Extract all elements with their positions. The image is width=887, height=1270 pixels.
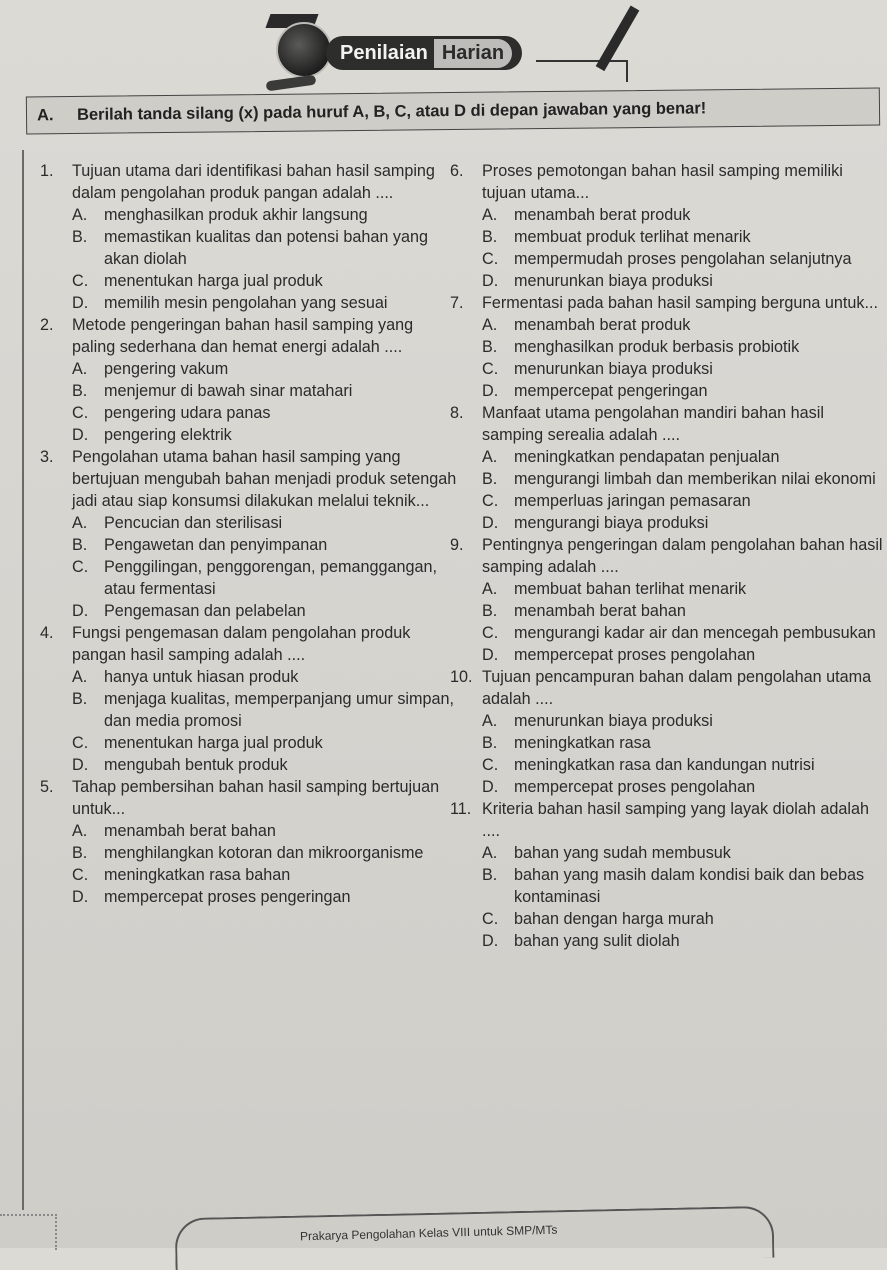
option-letter: A. — [72, 668, 88, 686]
option-a[interactable] — [482, 842, 887, 864]
option-c[interactable] — [72, 556, 460, 600]
option-a[interactable] — [482, 578, 887, 600]
option-letter: A. — [482, 712, 498, 730]
option-letter: B. — [482, 734, 498, 752]
diploma-scroll-icon — [266, 75, 317, 92]
option-letter: D. — [482, 646, 499, 664]
question-text: Metode pengeringan bahan hasil samping yang paling sederhana dan hemat energi adalah .... — [72, 316, 414, 356]
option-d[interactable] — [482, 512, 887, 534]
option-c[interactable] — [72, 732, 460, 754]
instruction-letter: A. — [36, 105, 54, 124]
question-number: 3. — [40, 448, 54, 466]
option-letter: A. — [482, 206, 498, 224]
option-text: menambah berat produk — [514, 316, 691, 334]
option-text: mempermudah proses pengolahan selanjutnya — [514, 250, 852, 268]
option-text: menghilangkan kotoran dan mikroorganisme — [104, 844, 424, 862]
option-text: mempercepat pengeringan — [514, 382, 708, 400]
option-b[interactable] — [72, 842, 460, 864]
option-letter: A. — [482, 316, 498, 334]
questions-column-left — [40, 160, 460, 908]
page-margin-rule — [22, 150, 24, 1210]
option-text: mengurangi limbah dan memberikan nilai ekonomi — [514, 470, 876, 488]
option-text: memilih mesin pengolahan yang sesuai — [104, 294, 388, 312]
option-text: menurunkan biaya produksi — [514, 360, 713, 378]
section-header — [260, 8, 680, 88]
option-letter: D. — [482, 932, 499, 950]
option-c[interactable] — [482, 908, 887, 930]
option-text: mengurangi kadar air dan mencegah pembusukan — [514, 624, 876, 642]
question-number: 11. — [450, 800, 472, 818]
option-a[interactable] — [482, 314, 887, 336]
option-d[interactable] — [482, 380, 887, 402]
question-text: Tahap pembersihan bahan hasil samping bertujuan untuk... — [72, 778, 440, 818]
option-letter: D. — [482, 272, 499, 290]
option-b[interactable] — [72, 688, 460, 732]
option-letter: B. — [482, 866, 498, 884]
question-number: 4. — [40, 624, 54, 642]
question-number: 9. — [450, 536, 464, 554]
title-part-1: Penilaian — [340, 41, 428, 64]
option-b[interactable] — [482, 226, 887, 248]
option-letter: D. — [72, 888, 89, 906]
option-letter: C. — [72, 866, 89, 884]
option-a[interactable] — [72, 666, 460, 688]
option-text: menghasilkan produk akhir langsung — [104, 206, 368, 224]
question-text: Tujuan utama dari identifikasi bahan hasil samping dalam pengolahan produk pangan adalah .... — [72, 162, 435, 202]
option-letter: B. — [72, 844, 88, 862]
option-letter: D. — [482, 514, 499, 532]
question-number: 10. — [450, 668, 473, 686]
option-b[interactable] — [482, 336, 887, 358]
option-letter: D. — [72, 426, 89, 444]
option-c[interactable] — [482, 358, 887, 380]
question-number: 6. — [450, 162, 464, 180]
option-c[interactable] — [482, 248, 887, 270]
option-letter: A. — [482, 844, 498, 862]
question-number: 5. — [40, 778, 54, 796]
question-5 — [40, 776, 460, 908]
option-text: bahan yang masih dalam kondisi baik dan bebas kontaminasi — [514, 866, 865, 906]
question-text: Pengolahan utama bahan hasil samping yang bertujuan mengubah bahan menjadi produk setengah jadi atau siap konsumsi dilakukan melalui teknik... — [72, 448, 457, 510]
option-b[interactable] — [482, 864, 887, 908]
option-text: pengering elektrik — [104, 426, 232, 444]
option-letter: C. — [72, 734, 89, 752]
question-11 — [450, 798, 887, 952]
question-text: Tujuan pencampuran bahan dalam pengolahan utama adalah .... — [482, 668, 872, 708]
option-text: menentukan harga jual produk — [104, 734, 323, 752]
question-7 — [450, 292, 887, 402]
question-number: 2. — [40, 316, 54, 334]
option-text: mempercepat proses pengeringan — [104, 888, 351, 906]
option-letter: C. — [482, 756, 499, 774]
option-letter: A. — [482, 580, 498, 598]
option-letter: C. — [482, 910, 499, 928]
option-c[interactable] — [72, 402, 460, 424]
option-text: bahan yang sudah membusuk — [514, 844, 731, 862]
option-text: bahan yang sulit diolah — [514, 932, 680, 950]
option-text: pengering vakum — [104, 360, 229, 378]
option-a[interactable] — [72, 358, 460, 380]
option-d[interactable] — [72, 600, 460, 622]
option-text: Pencucian dan sterilisasi — [104, 514, 283, 532]
option-letter: D. — [72, 602, 89, 620]
option-letter: B. — [72, 536, 88, 554]
option-letter: A. — [72, 514, 88, 532]
option-letter: A. — [72, 206, 88, 224]
option-text: memastikan kualitas dan potensi bahan yang akan diolah — [104, 228, 428, 268]
option-b[interactable] — [72, 534, 460, 556]
option-d[interactable] — [482, 270, 887, 292]
option-text: menjemur di bawah sinar matahari — [104, 382, 353, 400]
option-text: menurunkan biaya produksi — [514, 272, 713, 290]
question-10 — [450, 666, 887, 798]
option-c[interactable] — [72, 864, 460, 886]
option-text: membuat produk terlihat menarik — [514, 228, 751, 246]
option-text: hanya untuk hiasan produk — [104, 668, 299, 686]
option-letter: A. — [72, 360, 88, 378]
option-text: meningkatkan rasa bahan — [104, 866, 291, 884]
option-c[interactable] — [482, 490, 887, 512]
questions-column-right — [450, 160, 887, 952]
option-a[interactable] — [72, 820, 460, 842]
option-a[interactable] — [482, 204, 887, 226]
option-text: membuat bahan terlihat menarik — [514, 580, 747, 598]
option-text: menjaga kualitas, memperpanjang umur simpan, dan media promosi — [104, 690, 455, 730]
option-letter: B. — [72, 228, 88, 246]
option-a[interactable] — [482, 446, 887, 468]
option-letter: B. — [72, 690, 88, 708]
footer-text: Prakarya Pengolahan Kelas VIII untuk SMP/MTs — [299, 1222, 558, 1244]
option-c[interactable] — [482, 754, 887, 776]
option-text: Penggilingan, penggorengan, pemanggangan, atau fermentasi — [104, 558, 438, 598]
option-letter: B. — [482, 602, 498, 620]
option-text: Pengawetan dan penyimpanan — [104, 536, 328, 554]
footer-thumbnail — [0, 1214, 57, 1250]
option-text: meningkatkan rasa dan kandungan nutrisi — [514, 756, 815, 774]
title-part-2: Harian — [434, 39, 512, 68]
option-letter: C. — [72, 272, 89, 290]
option-text: mempercepat proses pengolahan — [514, 646, 756, 664]
question-number: 7. — [450, 294, 464, 312]
question-text: Manfaat utama pengolahan mandiri bahan hasil samping serealia adalah .... — [482, 404, 824, 444]
option-letter: D. — [482, 382, 499, 400]
option-d[interactable] — [72, 424, 460, 446]
option-letter: B. — [482, 228, 498, 246]
instruction-text: Berilah tanda silang (x) pada huruf A, B, C, atau D di depan jawaban yang benar! — [76, 98, 707, 124]
question-number: 8. — [450, 404, 464, 422]
option-d[interactable] — [72, 886, 460, 908]
section-title — [326, 36, 522, 70]
question-number: 1. — [40, 162, 54, 180]
question-6 — [450, 160, 887, 292]
option-letter: A. — [72, 822, 88, 840]
option-letter: C. — [482, 250, 499, 268]
option-text: mengubah bentuk produk — [104, 756, 288, 774]
option-text: menambah berat bahan — [104, 822, 276, 840]
option-letter: C. — [72, 404, 89, 422]
question-text: Pentingnya pengeringan dalam pengolahan bahan hasil samping adalah .... — [482, 536, 883, 576]
option-a[interactable] — [72, 512, 460, 534]
option-text: meningkatkan pendapatan penjualan — [514, 448, 780, 466]
option-a[interactable] — [482, 710, 887, 732]
option-letter: C. — [72, 558, 89, 576]
option-text: bahan dengan harga murah — [514, 910, 714, 928]
question-text: Fungsi pengemasan dalam pengolahan produk pangan hasil samping adalah .... — [72, 624, 411, 664]
decorative-line — [536, 60, 628, 82]
option-letter: C. — [482, 624, 499, 642]
option-text: menghasilkan produk berbasis probiotik — [514, 338, 800, 356]
question-text: Kriteria bahan hasil samping yang layak diolah adalah .... — [482, 800, 869, 840]
option-b[interactable] — [482, 468, 887, 490]
option-letter: D. — [72, 756, 89, 774]
question-4 — [40, 622, 460, 776]
option-text: menentukan harga jual produk — [104, 272, 323, 290]
question-9 — [450, 534, 887, 666]
question-text: Proses pemotongan bahan hasil samping memiliki tujuan utama... — [482, 162, 843, 202]
option-d[interactable] — [72, 754, 460, 776]
option-text: menurunkan biaya produksi — [514, 712, 713, 730]
instruction-box — [26, 88, 880, 135]
option-c[interactable] — [482, 622, 887, 644]
option-letter: C. — [482, 492, 499, 510]
option-b[interactable] — [482, 600, 887, 622]
option-letter: D. — [72, 294, 89, 312]
option-text: mempercepat proses pengolahan — [514, 778, 756, 796]
question-3 — [40, 446, 460, 622]
question-text: Fermentasi pada bahan hasil samping berguna untuk... — [482, 294, 878, 312]
question-1 — [40, 160, 460, 314]
option-b[interactable] — [72, 226, 460, 270]
option-d[interactable] — [482, 644, 887, 666]
option-text: meningkatkan rasa — [514, 734, 651, 752]
option-b[interactable] — [482, 732, 887, 754]
option-letter: B. — [72, 382, 88, 400]
option-letter: C. — [482, 360, 499, 378]
option-letter: D. — [482, 778, 499, 796]
option-text: mengurangi biaya produksi — [514, 514, 709, 532]
option-a[interactable] — [72, 204, 460, 226]
option-text: Pengemasan dan pelabelan — [104, 602, 306, 620]
option-c[interactable] — [72, 270, 460, 292]
option-d[interactable] — [72, 292, 460, 314]
question-2 — [40, 314, 460, 446]
globe-icon — [276, 22, 332, 78]
option-d[interactable] — [482, 776, 887, 798]
option-text: memperluas jaringan pemasaran — [514, 492, 751, 510]
option-letter: B. — [482, 338, 498, 356]
option-text: menambah berat bahan — [514, 602, 686, 620]
option-letter: B. — [482, 470, 498, 488]
option-text: menambah berat produk — [514, 206, 691, 224]
question-8 — [450, 402, 887, 534]
option-d[interactable] — [482, 930, 887, 952]
option-b[interactable] — [72, 380, 460, 402]
option-letter: A. — [482, 448, 498, 466]
option-text: pengering udara panas — [104, 404, 271, 422]
